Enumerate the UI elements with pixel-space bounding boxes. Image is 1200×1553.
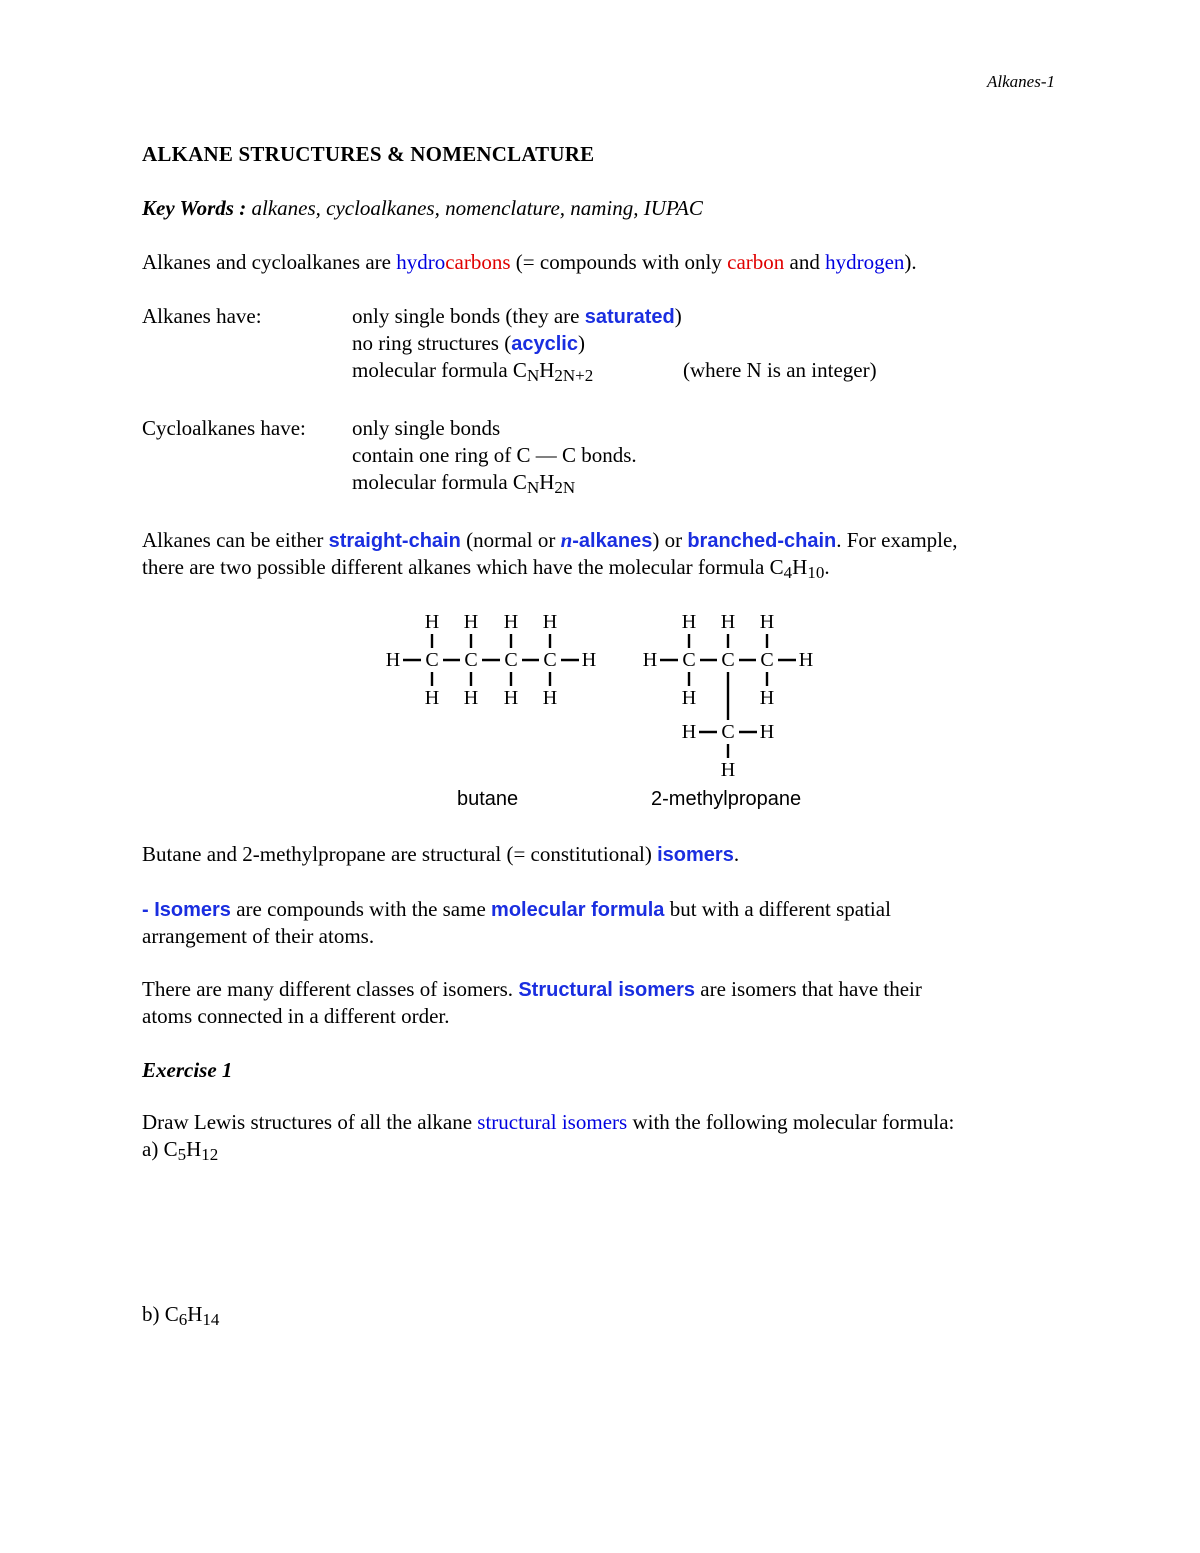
- methylpropane-label: 2-methylpropane: [651, 788, 802, 810]
- text: H: [187, 1302, 203, 1326]
- term-n-alkanes: -alkanes: [572, 530, 653, 552]
- term-branched-chain: branched-chain: [687, 530, 837, 552]
- exercise-instructions: [142, 1109, 954, 1136]
- keywords-text: alkanes, cycloalkanes, nomenclature, naming, IUPAC: [246, 196, 703, 220]
- term-saturated: saturated: [584, 306, 675, 328]
- intro-text: ).: [904, 250, 917, 274]
- subscript: 5: [177, 1145, 187, 1164]
- text: a) C: [142, 1137, 178, 1161]
- butane-carbon-atom: C: [504, 649, 518, 671]
- term-n: n: [560, 528, 573, 552]
- methylpropane-carbon-atom: C: [721, 721, 735, 743]
- text: . For example,: [836, 528, 958, 552]
- text: ): [674, 304, 682, 328]
- exercise-title: Exercise 1: [142, 1058, 233, 1082]
- methylpropane-hydrogen-atom: H: [642, 649, 658, 671]
- methylpropane-hydrogen-atom: H: [798, 649, 814, 671]
- text: molecular formula C: [352, 470, 527, 494]
- intro-text: (= compounds with only: [510, 250, 728, 274]
- structure-diagrams: [0, 600, 1200, 800]
- butane-hydrogen-atom: H: [503, 611, 519, 633]
- cycloalkanes-property-1: only single bonds: [352, 416, 501, 440]
- text: There are many different classes of isomers.: [142, 977, 519, 1001]
- text: are compounds with the same: [230, 897, 492, 921]
- text: ) or: [652, 528, 688, 552]
- classes-paragraph-line-2: atoms connected in a different order.: [142, 1004, 450, 1028]
- classes-paragraph-line-1: [142, 976, 922, 1004]
- term-hydrogen: hydrogen: [825, 250, 905, 274]
- subscript: N: [526, 478, 540, 497]
- intro-text: and: [784, 250, 826, 274]
- dash: -: [142, 899, 155, 921]
- subscript: N: [526, 366, 540, 385]
- term-hydro: hydro: [396, 250, 446, 274]
- cycloalkanes-property-3: [352, 469, 575, 496]
- butane-label: butane: [457, 788, 519, 810]
- methylpropane-carbon-atom: C: [760, 649, 774, 671]
- chain-paragraph-line-1: [142, 527, 958, 555]
- term-carbons: carbons: [445, 250, 511, 274]
- butane-hydrogen-atom: H: [503, 687, 519, 709]
- subscript: 12: [201, 1145, 219, 1164]
- methylpropane-hydrogen-atom: H: [759, 721, 775, 743]
- exercise-part-a: [142, 1136, 218, 1163]
- term-acyclic: acyclic: [511, 333, 578, 355]
- butane-hydrogen-atom: H: [542, 687, 558, 709]
- integer-note: (where N is an integer): [683, 358, 877, 382]
- butane-hydrogen-atom: H: [424, 687, 440, 709]
- subscript: 14: [202, 1310, 220, 1329]
- butane-carbon-atom: C: [543, 649, 557, 671]
- chain-paragraph-line-2: [142, 554, 830, 581]
- butane-hydrogen-atom: H: [424, 611, 440, 633]
- subscript: 4: [783, 563, 793, 582]
- text: Butane and 2-methylpropane are structural (= constitutional): [142, 842, 658, 866]
- text: Alkanes can be either: [142, 528, 329, 552]
- subscript: 2N: [554, 478, 576, 497]
- text: H: [186, 1137, 202, 1161]
- text: .: [824, 555, 830, 579]
- text: H: [539, 358, 555, 382]
- alkanes-have-label: Alkanes have:: [142, 304, 262, 328]
- term-structural-isomers-link: structural isomers: [477, 1110, 628, 1134]
- butane-hydrogen-atom: H: [581, 649, 597, 671]
- methylpropane-hydrogen-atom: H: [720, 759, 736, 781]
- exercise-part-b: [142, 1301, 219, 1328]
- butane-hydrogen-atom: H: [385, 649, 401, 671]
- methylpropane-hydrogen-atom: H: [759, 687, 775, 709]
- page-title: ALKANE STRUCTURES & NOMENCLATURE: [142, 142, 595, 166]
- methylpropane-hydrogen-atom: H: [681, 721, 697, 743]
- subscript: 6: [178, 1310, 188, 1329]
- subscript: 2N+2: [554, 366, 594, 385]
- methylpropane-carbon-atom: C: [721, 649, 735, 671]
- text: only single bonds (they are: [352, 304, 585, 328]
- alkanes-property-1: [352, 303, 682, 331]
- butane-hydrogen-atom: H: [542, 611, 558, 633]
- methylpropane-hydrogen-atom: H: [681, 611, 697, 633]
- methylpropane-hydrogen-atom: H: [681, 687, 697, 709]
- alkanes-property-2: [352, 330, 585, 358]
- term-isomers: isomers: [657, 844, 734, 866]
- text: with the following molecular formula:: [627, 1110, 955, 1134]
- text: (normal or: [460, 528, 561, 552]
- subscript: 10: [807, 563, 825, 582]
- running-head: Alkanes-1: [987, 72, 1055, 91]
- term-molecular-formula: molecular formula: [491, 899, 665, 921]
- butane-hydrogen-atom: H: [463, 687, 479, 709]
- intro-paragraph: [142, 249, 917, 276]
- methylpropane-carbon-atom: C: [682, 649, 696, 671]
- text: H: [792, 555, 808, 579]
- term-structural-isomers: Structural isomers: [518, 979, 696, 1001]
- text: Draw Lewis structures of all the alkane: [142, 1110, 478, 1134]
- isomer-paragraph: [142, 841, 739, 869]
- intro-text: Alkanes and cycloalkanes are: [142, 250, 397, 274]
- text: b) C: [142, 1302, 179, 1326]
- term-isomers-def: Isomers: [154, 899, 231, 921]
- isomers-definition-line-2: arrangement of their atoms.: [142, 924, 375, 948]
- isomers-definition-line-1: [142, 896, 891, 924]
- methylpropane-hydrogen-atom: H: [759, 611, 775, 633]
- term-carbon: carbon: [727, 250, 785, 274]
- term-straight-chain: straight-chain: [328, 530, 461, 552]
- text: no ring structures (: [352, 331, 512, 355]
- butane-hydrogen-atom: H: [463, 611, 479, 633]
- text: but with a different spatial: [664, 897, 891, 921]
- text: there are two possible different alkanes which have the molecular formula C: [142, 555, 784, 579]
- methylpropane-hydrogen-atom: H: [720, 611, 736, 633]
- keywords-label: Key Words :: [142, 196, 247, 220]
- cycloalkanes-property-2: contain one ring of C — C bonds.: [352, 443, 637, 467]
- cycloalkanes-have-label: Cycloalkanes have:: [142, 416, 306, 440]
- text: are isomers that have their: [695, 977, 922, 1001]
- alkanes-property-3: [352, 357, 593, 384]
- butane-carbon-atom: C: [464, 649, 478, 671]
- butane-carbon-atom: C: [425, 649, 439, 671]
- text: ): [577, 331, 585, 355]
- keywords-line: [142, 195, 703, 222]
- text: H: [539, 470, 555, 494]
- text: molecular formula C: [352, 358, 527, 382]
- text: .: [733, 842, 740, 866]
